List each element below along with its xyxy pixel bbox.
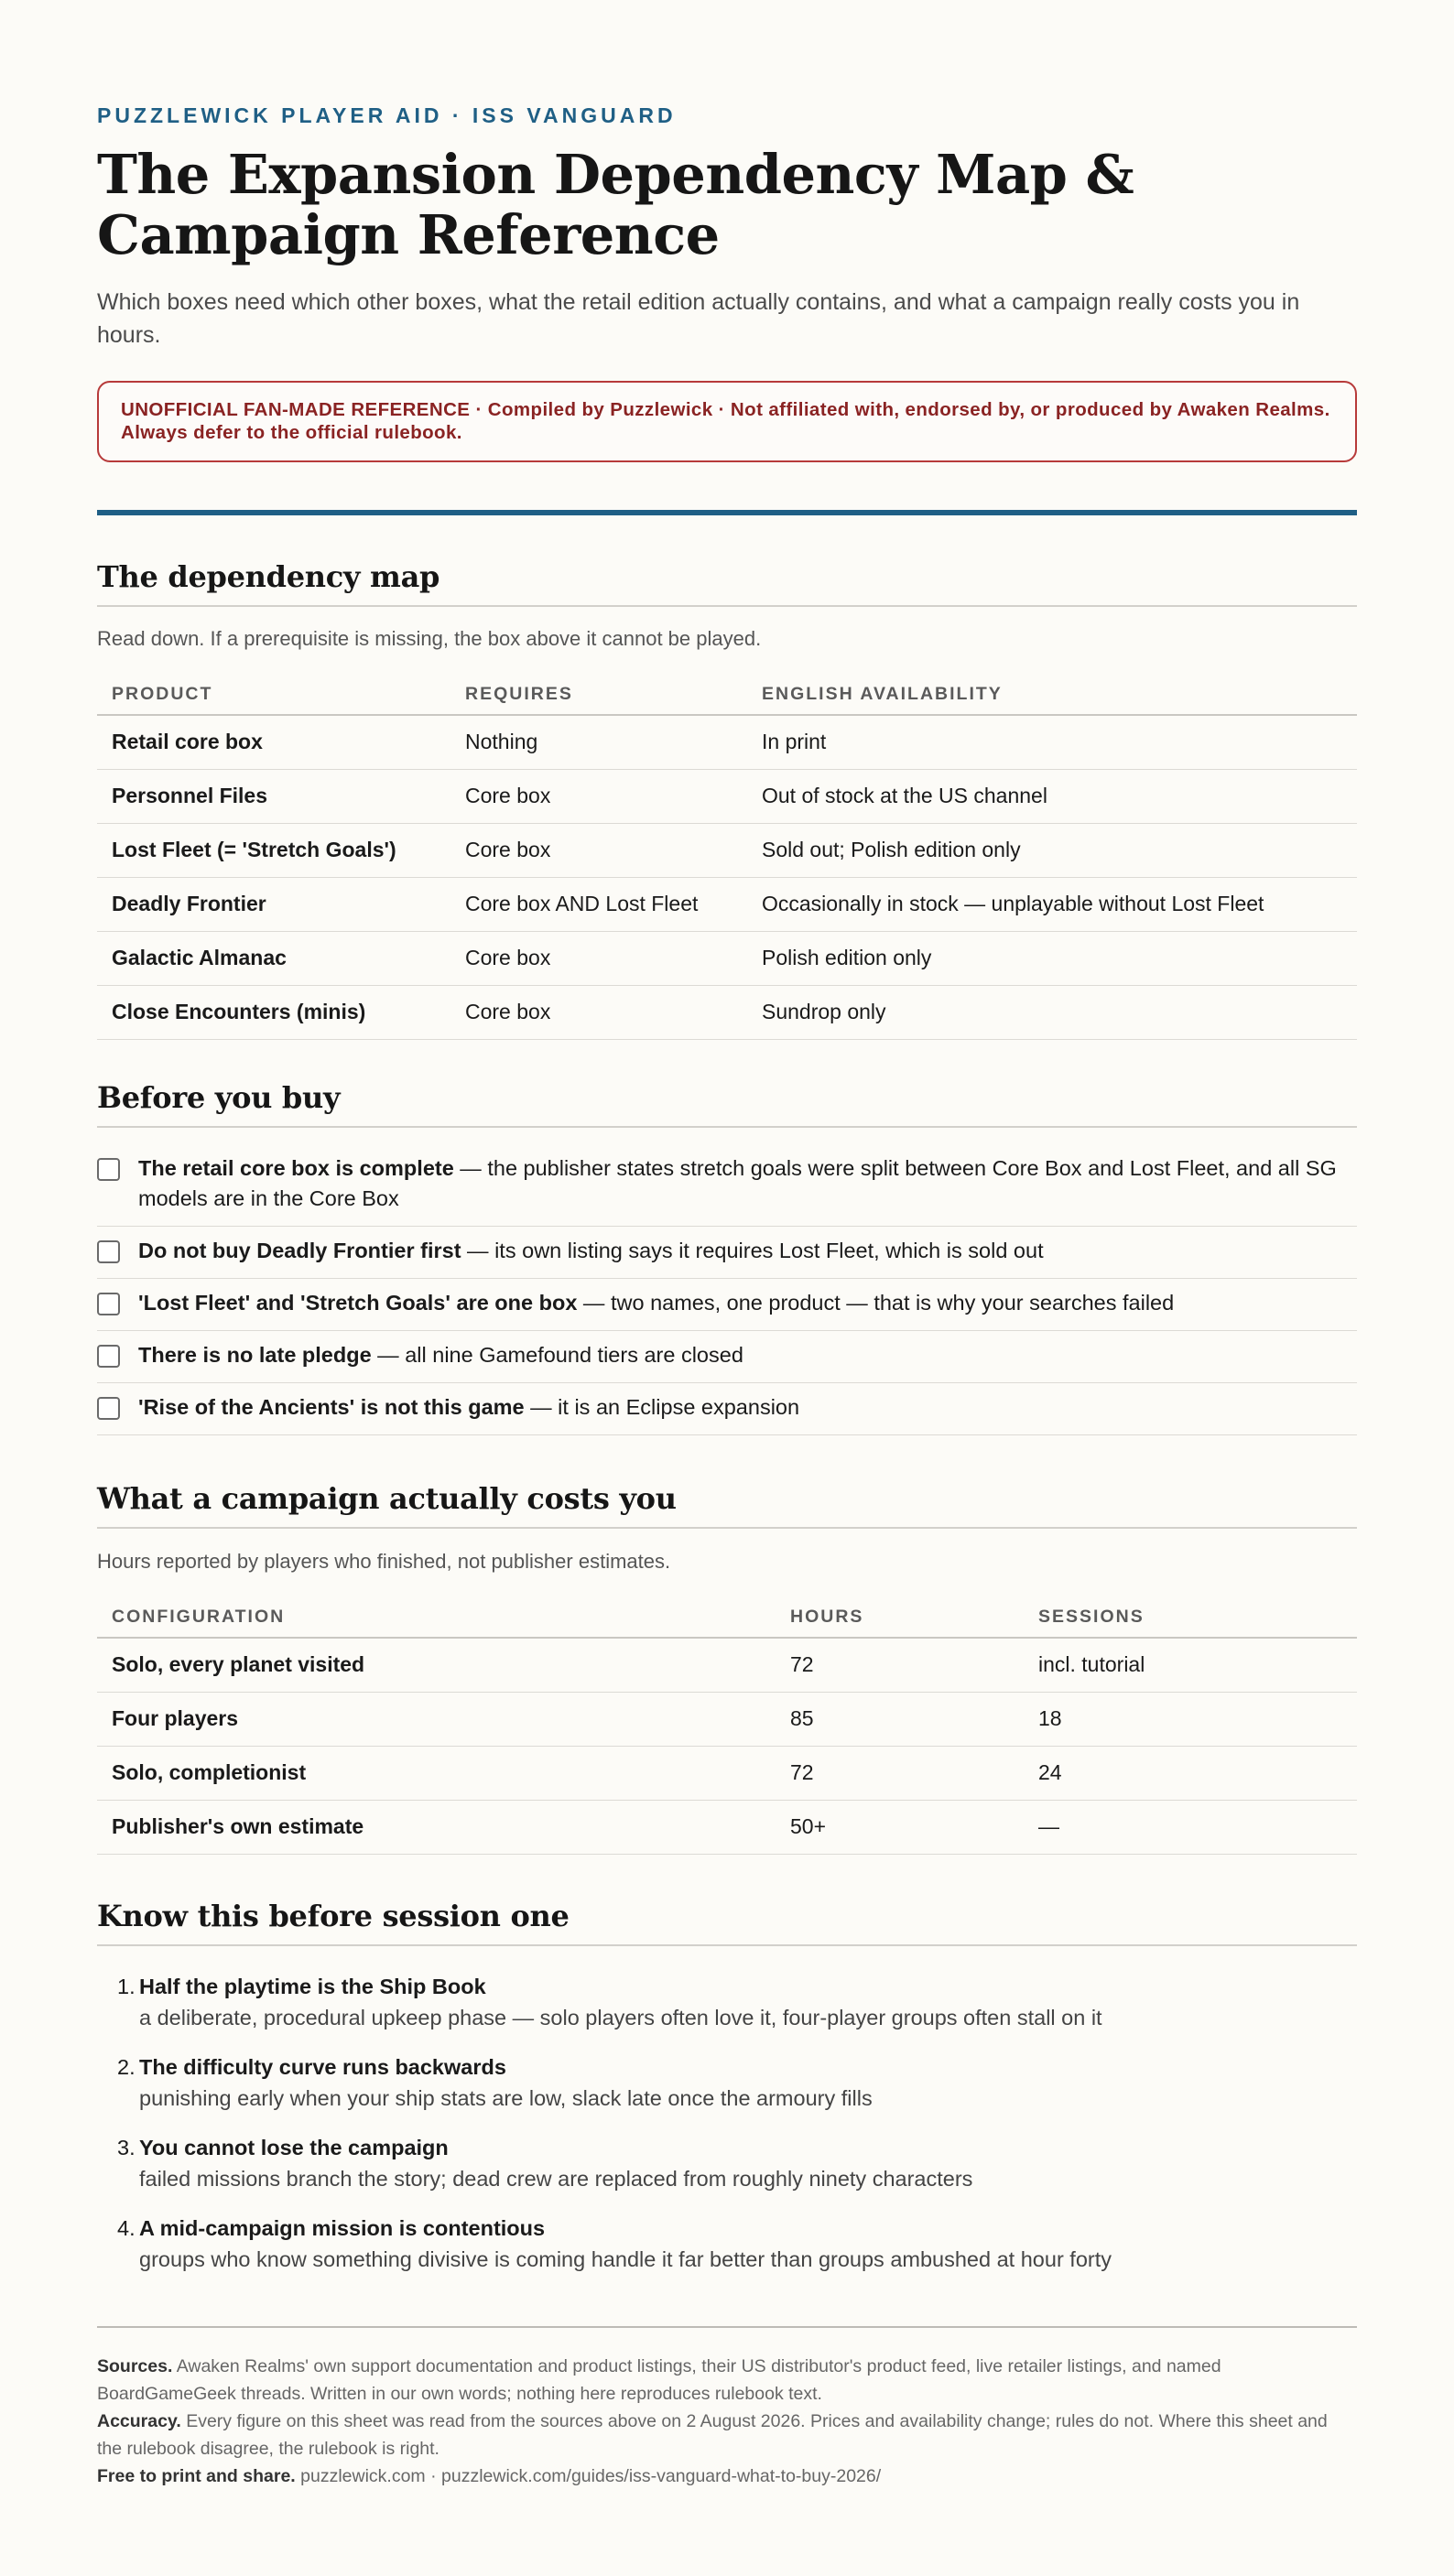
table-row [97,1746,1357,1800]
dependency-lede: Read down. If a prerequisite is missing, the box above it cannot be played. [97,627,762,650]
table-row [97,1638,1357,1692]
item-number: 4. [117,2216,136,2240]
share-links: puzzlewick.com · puzzlewick.com/guides/iss-vanguard-what-to-buy-2026/ [295,2466,882,2486]
checklist-text: — its own listing says it requires Lost Fleet, which is sold out [461,1239,1044,1262]
hours-cell: 50+ [776,1800,1024,1854]
item-number: 1. [117,1975,136,1998]
sessions-cell: 18 [1024,1692,1357,1746]
availability-cell: Out of stock at the US channel [747,769,1357,823]
item-lead: You cannot lose the campaign [139,2136,449,2159]
checklist-item [97,1144,1357,1227]
column-header: HOURS [776,1597,1024,1638]
hours-cell: 72 [776,1746,1024,1800]
table-row [97,985,1357,1039]
availability-cell: Sundrop only [747,985,1357,1039]
page-subtitle: Which boxes need which other boxes, what the retail edition actually contains, and what a campaign really costs you in hours. [97,289,1300,348]
list-item [97,2132,1357,2194]
checklist-lead: The retail core box is complete [138,1156,454,1180]
eyebrow: PUZZLEWICK PLAYER AID · ISS VANGUARD [97,103,677,127]
checklist-lead: There is no late pledge [138,1343,372,1367]
list-item [97,2051,1357,2114]
checklist-lead: 'Rise of the Ancients' is not this game [138,1395,525,1419]
item-number: 2. [117,2055,136,2079]
requires-cell: Core box [450,985,747,1039]
checklist-item [97,1279,1357,1331]
sources-note [97,2353,1357,2408]
footer-divider [97,2326,1357,2328]
product-cell: Close Encounters (minis) [97,985,450,1039]
section-heading-buy: Before you buy [97,1080,1357,1128]
campaign-lede: Hours reported by players who finished, not publisher estimates. [97,1550,671,1573]
configuration-cell: Four players [97,1692,776,1746]
checklist-item [97,1383,1357,1435]
sessions-cell: — [1024,1800,1357,1854]
sources-label: Sources. [97,2356,173,2376]
table-row [97,1800,1357,1854]
table-header-row [97,675,1357,715]
page-title: The Expansion Dependency Map & Campaign Reference [97,143,1134,266]
product-cell: Retail core box [97,715,450,769]
section-heading-dependency: The dependency map [97,559,1357,607]
hours-cell: 72 [776,1638,1024,1692]
share-label: Free to print and share. [97,2466,296,2486]
requires-cell: Nothing [450,715,747,769]
section-heading-campaign: What a campaign actually costs you [97,1481,1357,1529]
sources-text: Awaken Realms' own support documentation and product listings, their US distributor's product feed, live retailer listings, and named BoardGameGeek threads. Written in our own words; nothing here reproduces rulebook text. [97,2356,1221,2404]
section-heading-know: Know this before session one [97,1899,1357,1946]
checklist-lead: Do not buy Deadly Frontier first [138,1239,461,1262]
checkbox[interactable] [97,1240,120,1263]
configuration-cell: Publisher's own estimate [97,1800,776,1854]
item-lead: The difficulty curve runs backwards [139,2055,506,2079]
availability-cell: In print [747,715,1357,769]
product-cell: Galactic Almanac [97,931,450,985]
column-header: REQUIRES [450,675,747,715]
table-row [97,1692,1357,1746]
checkbox[interactable] [97,1158,120,1181]
table-row [97,769,1357,823]
requires-cell: Core box [450,823,747,877]
requires-cell: Core box [450,931,747,985]
item-desc: groups who know something divisive is coming handle it far better than groups ambushed at hour forty [139,2247,1112,2271]
requires-cell: Core box AND Lost Fleet [450,877,747,931]
table-row [97,877,1357,931]
item-lead: A mid-campaign mission is contentious [139,2216,546,2240]
campaign-table [97,1597,1357,1855]
checklist-text: — it is an Eclipse expansion [524,1395,800,1419]
availability-cell: Sold out; Polish edition only [747,823,1357,877]
column-header: PRODUCT [97,675,450,715]
accuracy-label: Accuracy. [97,2411,181,2431]
accuracy-text: Every figure on this sheet was read from the sources above on 2 August 2026. Prices and availability change; rules do not. Where this sheet and the rulebook disagree, the rulebook is right. [97,2411,1328,2459]
item-lead: Half the playtime is the Ship Book [139,1975,486,1998]
availability-cell: Occasionally in stock — unplayable without Lost Fleet [747,877,1357,931]
accuracy-note [97,2408,1357,2462]
configuration-cell: Solo, completionist [97,1746,776,1800]
hours-cell: 85 [776,1692,1024,1746]
checklist-text: — two names, one product — that is why your searches failed [577,1291,1175,1315]
item-desc: failed missions branch the story; dead crew are replaced from roughly ninety characters [139,2167,973,2191]
disclaimer-notice: UNOFFICIAL FAN-MADE REFERENCE · Compiled by Puzzlewick · Not affiliated with, endorsed by, or produced by Awaken Realms. Always defer to the official rulebook. [97,381,1357,462]
product-cell: Deadly Frontier [97,877,450,931]
tips-list [97,1971,1357,2293]
item-desc: punishing early when your ship stats are low, slack late once the armoury fills [139,2086,873,2110]
dependency-table [97,675,1357,1040]
configuration-cell: Solo, every planet visited [97,1638,776,1692]
table-row [97,715,1357,769]
table-row [97,823,1357,877]
checkbox[interactable] [97,1397,120,1420]
availability-cell: Polish edition only [747,931,1357,985]
table-row [97,931,1357,985]
checklist-item [97,1331,1357,1383]
header-divider [97,510,1357,515]
list-item [97,2213,1357,2275]
buy-checklist [97,1144,1357,1435]
requires-cell: Core box [450,769,747,823]
product-cell: Lost Fleet (= 'Stretch Goals') [97,823,450,877]
checkbox[interactable] [97,1345,120,1368]
list-item [97,1971,1357,2033]
checklist-item [97,1227,1357,1279]
column-header: SESSIONS [1024,1597,1357,1638]
checklist-text: — all nine Gamefound tiers are closed [371,1343,743,1367]
sessions-cell: 24 [1024,1746,1357,1800]
item-desc: a deliberate, procedural upkeep phase — solo players often love it, four-player groups often stall on it [139,2006,1102,2029]
checklist-text: — the publisher states stretch goals were split between Core Box and Lost Fleet, and all SG models are in the Core Box [138,1156,1337,1210]
item-number: 3. [117,2136,136,2159]
share-note [97,2462,1357,2490]
footer [97,2353,1357,2490]
sessions-cell: incl. tutorial [1024,1638,1357,1692]
checkbox[interactable] [97,1293,120,1315]
column-header: CONFIGURATION [97,1597,776,1638]
column-header: ENGLISH AVAILABILITY [747,675,1357,715]
product-cell: Personnel Files [97,769,450,823]
checklist-lead: 'Lost Fleet' and 'Stretch Goals' are one box [138,1291,578,1315]
table-header-row [97,1597,1357,1638]
